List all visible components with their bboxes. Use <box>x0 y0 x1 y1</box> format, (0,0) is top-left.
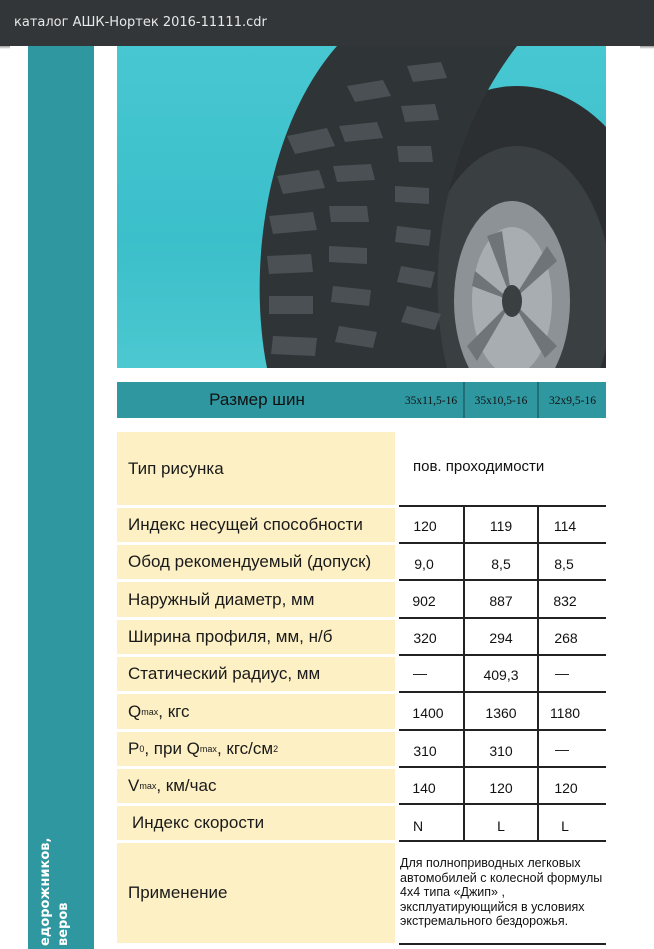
cell-rim-1: 9,0 <box>414 556 434 572</box>
cell-qmax-1: 1400 <box>412 705 444 721</box>
cell-load-2: 119 <box>489 518 513 534</box>
pattern-value: пов. проходимости <box>413 458 545 475</box>
table-rule <box>399 579 606 581</box>
table-rule <box>399 505 606 507</box>
table-rule <box>399 766 606 768</box>
row-label-qmax: Q max , кгс <box>117 694 395 729</box>
window-titlebar <box>0 0 654 46</box>
cell-radius-3: — <box>555 665 569 681</box>
cell-p0-2: 310 <box>489 743 513 759</box>
table-rule <box>399 691 606 693</box>
cell-width-1: 320 <box>413 630 437 646</box>
cell-p0-1: 310 <box>413 743 437 759</box>
cell-radius-2: 409,3 <box>483 667 519 683</box>
row-label-speed-index: Индекс скорости <box>117 806 395 840</box>
cell-width-2: 294 <box>489 630 513 646</box>
cell-qmax-2: 1360 <box>485 705 517 721</box>
table-rule <box>399 542 606 544</box>
size-col-2: 35x10,5-16 <box>474 395 528 407</box>
row-label-rim: Обод рекомендуемый (допуск) <box>117 545 395 579</box>
cell-speed-2: L <box>497 818 505 834</box>
cell-speed-1: N <box>412 818 424 834</box>
side-text-line2: веров <box>56 902 71 946</box>
row-label-vmax: V max , км/час <box>117 769 395 803</box>
cell-diameter-1: 902 <box>412 593 436 609</box>
cell-rim-2: 8,5 <box>491 556 511 572</box>
row-label-usage: Применение <box>117 843 395 943</box>
offroad-tire-icon <box>117 46 606 368</box>
row-label-width: Ширина профиля, мм, н/б <box>117 620 395 654</box>
table-rule <box>399 943 606 945</box>
cell-rim-3: 8,5 <box>554 556 574 572</box>
cell-width-3: 268 <box>554 630 578 646</box>
cell-load-1: 120 <box>413 518 437 534</box>
side-text-line1: едорожников, <box>38 837 53 946</box>
table-rule <box>399 803 606 805</box>
table-rule <box>399 729 606 731</box>
size-header-label: Размер шин <box>209 390 305 409</box>
tire-photo <box>117 46 606 368</box>
cell-speed-3: L <box>561 818 569 834</box>
cell-vmax-1: 140 <box>412 780 436 796</box>
cell-load-3: 114 <box>553 518 577 534</box>
table-rule <box>399 654 606 656</box>
cell-diameter-3: 832 <box>553 593 577 609</box>
table-rule <box>399 617 606 619</box>
cell-qmax-3: 1180 <box>549 705 581 721</box>
size-col-1: 35x11,5-16 <box>404 395 458 407</box>
row-label-static-radius: Статический радиус, мм <box>117 657 395 691</box>
window-title: каталог АШК-Нортек 2016-11111.cdr <box>14 15 267 30</box>
cell-radius-1: — <box>413 665 427 681</box>
cell-vmax-2: 120 <box>489 780 513 796</box>
cell-p0-3: — <box>555 741 569 757</box>
usage-text: Для полноприводных легковых автомобилей с колесной формулы 4х4 типа «Джип» , эксплуатирующийся в условиях экстремального бездорожья. <box>400 856 603 928</box>
table-rule <box>399 840 606 842</box>
row-label-p0: P 0 , при Q max , кгс/см 2 <box>117 732 395 766</box>
row-label-diameter: Наружный диаметр, мм <box>117 582 395 617</box>
side-vertical-text <box>28 740 94 949</box>
size-col-3: 32x9,5-16 <box>549 395 596 407</box>
row-label-load-index: Индекс несущей способности <box>117 508 395 542</box>
cell-vmax-3: 120 <box>554 780 578 796</box>
row-label-pattern: Тип рисунка <box>117 432 395 505</box>
cell-diameter-2: 887 <box>489 593 513 609</box>
